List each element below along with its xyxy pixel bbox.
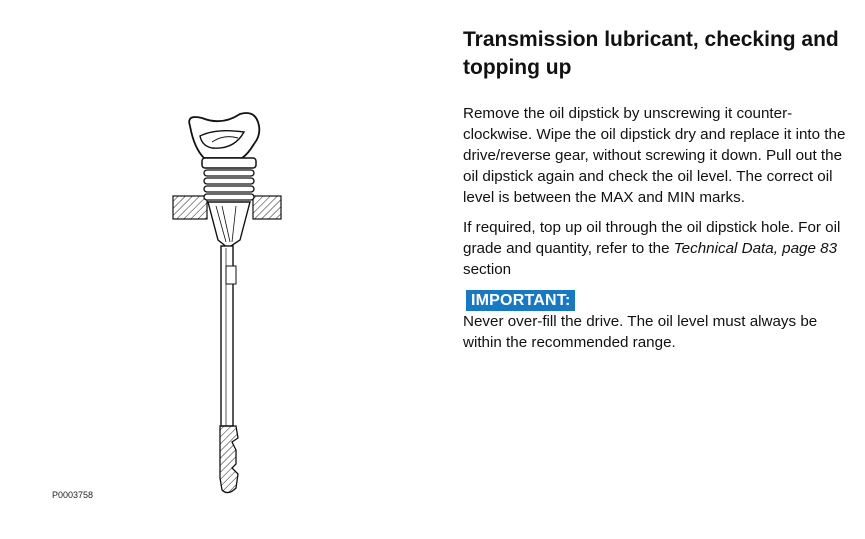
figure-code: P0003758	[52, 490, 94, 500]
oil-dipstick-illustration	[160, 108, 300, 498]
paragraph-procedure: Remove the oil dipstick by unscrewing it counter-clockwise. Wipe the oil dipstick dry and replace it into the drive/reverse gear, without screwing it down. Pull out the oil dipstick again and check the oil level. The correct oil level is between the MAX and MIN marks.	[463, 105, 846, 206]
important-badge: IMPORTANT:	[466, 290, 575, 311]
dipstick-icon	[160, 108, 300, 498]
paragraph-topping-up-text: If required, top up oil through the oil dipstick hole. For oil grade and quantity, refer to the	[463, 219, 841, 257]
technical-data-reference[interactable]: Technical Data, page 83	[673, 240, 838, 257]
important-note: Never over-fill the drive. The oil level must always be within the recommended range.	[463, 313, 818, 351]
section-title: Transmission lubricant, checking and topping up	[463, 28, 839, 79]
instruction-section	[463, 26, 848, 353]
paragraph-topping-up-suffix: section	[463, 261, 512, 278]
paragraph-topping-up	[463, 217, 848, 280]
